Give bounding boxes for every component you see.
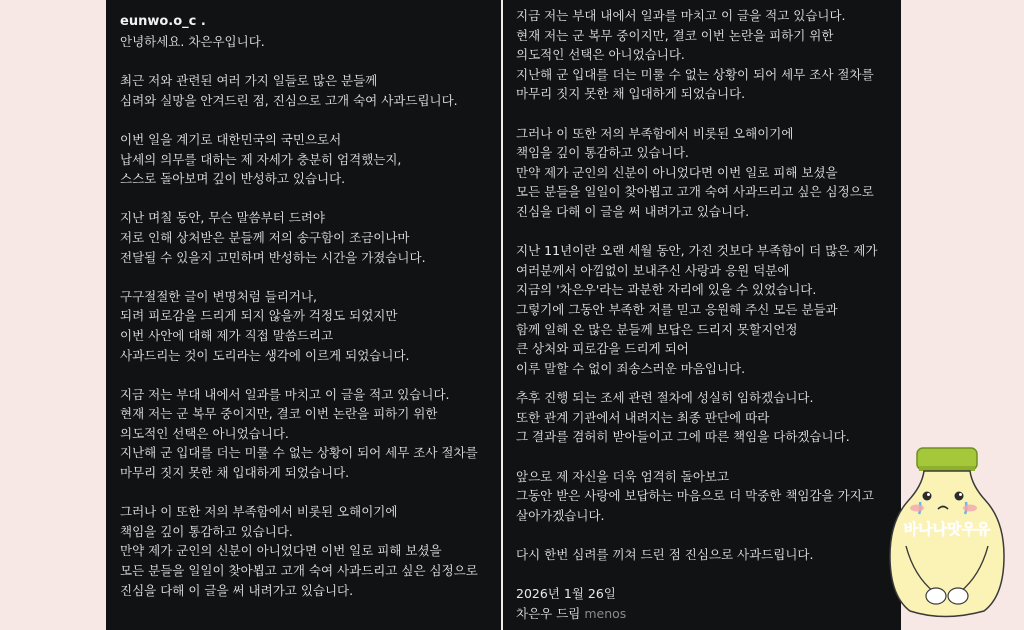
text-line: 이번 사안에 대해 제가 직접 말씀드리고 [120, 327, 334, 343]
paragraph [516, 124, 901, 222]
text-line: 지금의 '차은우'라는 과분한 자리에 있을 수 있었습니다. [516, 282, 817, 298]
blush-left [910, 505, 924, 512]
text-line: 안녕하세요. 차은우입니다. [120, 34, 265, 49]
paragraph [120, 385, 501, 483]
text-line: 살아가겠습니다. [516, 507, 605, 523]
mascot-eye-right [955, 492, 964, 501]
text-line: 저로 인해 상처받은 분들께 저의 송구함이 조금이나마 [120, 229, 410, 245]
text-line: 만약 제가 군인의 신분이 아니었다면 이번 일로 피해 보셨을 [516, 164, 838, 180]
text-line: 사과드리는 것이 도리라는 생각에 이르게 되었습니다. [120, 347, 410, 363]
text-line: 책임을 깊이 통감하고 있습니다. [120, 523, 293, 539]
text-line: 그 결과를 겸허히 받아들이고 그에 따른 책임을 다하겠습니다. [516, 429, 850, 445]
text-line: 지난 며칠 동안, 무슨 말씀부터 드려야 [120, 210, 325, 226]
text-line: 책임을 깊이 통감하고 있습니다. [516, 145, 689, 161]
mascot-label: 바나나맛우유 [903, 520, 991, 538]
text-line: 의도적인 선택은 아니었습니다. [120, 425, 289, 441]
text-line: 그러나 이 또한 저의 부족함에서 비롯된 오해이기에 [516, 125, 794, 141]
left-post-panel [106, 0, 501, 630]
right-post-panel [503, 0, 901, 630]
text-line: 모든 분들을 일일이 찾아뵙고 고개 숙여 사과드리고 싶은 심정으로 [516, 184, 874, 200]
text-line: 그동안 받은 사랑에 보답하는 마음으로 더 막중한 책임감을 가지고 [516, 488, 874, 504]
paragraph [516, 241, 901, 378]
paragraph [120, 71, 501, 110]
paragraph [516, 388, 901, 447]
text-line: 다시 한번 심려를 끼쳐 드린 점 진심으로 사과드립니다. [516, 547, 814, 563]
paragraph [516, 6, 901, 104]
text-line: 진심을 다해 이 글을 써 내려가고 있습니다. [516, 203, 750, 219]
text-line: 되려 피로감을 드리게 되지 않을까 걱정도 되었지만 [120, 308, 398, 324]
text-line: 그러나 이 또한 저의 부족함에서 비롯된 오해이기에 [120, 504, 398, 520]
text-line: 추후 진행 되는 조세 관련 절차에 성실히 임하겠습니다. [516, 390, 814, 406]
text-line: 지난해 군 입대를 더는 미룰 수 없는 상황이 되어 세무 조사 절차를 [516, 66, 874, 82]
paragraph [516, 545, 901, 565]
text-line: 의도적인 선택은 아니었습니다. [516, 47, 685, 63]
mascot-bottle [890, 471, 1004, 617]
text-line: 여러분께서 아낌없이 보내주신 사랑과 응원 덕분에 [516, 262, 790, 278]
text-line: 지난해 군 입대를 더는 미룰 수 없는 상황이 되어 세무 조사 절차를 [120, 445, 478, 461]
mascot-eye-left [923, 492, 932, 501]
paragraph [516, 467, 901, 526]
text-line: 함께 일해 온 많은 분들께 보답은 드리지 못할지언정 [516, 321, 798, 337]
text-line: 이루 말할 수 없이 죄송스러운 마음입니다. [516, 360, 746, 376]
right-post-body [516, 6, 901, 565]
text-line: 지금 저는 부대 내에서 일과를 마치고 이 글을 적고 있습니다. [516, 8, 846, 23]
text-line: 이번 일을 계기로 대한민국의 국민으로서 [120, 131, 342, 147]
text-line: 스스로 돌아보며 깊이 반성하고 있습니다. [120, 171, 346, 187]
watermark-text: menos [584, 605, 627, 621]
text-line: 진심을 다해 이 글을 써 내려가고 있습니다. [120, 582, 354, 598]
paragraph [120, 32, 501, 52]
signature: 차은우 드림 [516, 605, 581, 621]
mascot-eye-shine-left [927, 493, 930, 496]
text-line: 마무리 짓지 못한 채 입대하게 되었습니다. [120, 465, 350, 481]
text-line: 앞으로 제 자신을 더욱 엄격히 돌아보고 [516, 468, 730, 484]
text-line: 납세의 의무를 대하는 제 자세가 충분히 엄격했는지, [120, 151, 402, 167]
author-username[interactable]: eunwo.o_c . [120, 14, 206, 29]
blush-right [963, 505, 977, 512]
text-line: 지금 저는 부대 내에서 일과를 마치고 이 글을 적고 있습니다. [120, 386, 450, 402]
text-line: 전달될 수 있을지 고민하며 반성하는 시간을 가졌습니다. [120, 249, 426, 265]
mascot-hand-right [948, 588, 968, 604]
paragraph [120, 130, 501, 189]
text-line: 지난 11년이란 오랜 세월 동안, 가진 것보다 부족함이 더 많은 제가 [516, 243, 878, 259]
text-line: 구구절절한 글이 변명처럼 들리거나, [120, 288, 318, 304]
text-line: 만약 제가 군인의 신분이 아니었다면 이번 일로 피해 보셨을 [120, 543, 442, 559]
text-line: 그렇기에 그동안 부족한 저를 믿고 응원해 주신 모든 분들과 [516, 301, 838, 317]
text-line: 큰 상처와 피로감을 드리게 되어 [516, 341, 689, 357]
text-line: 모든 분들을 일일이 찾아뵙고 고개 숙여 사과드리고 싶은 심정으로 [120, 563, 478, 579]
banana-milk-mascot [884, 446, 1010, 622]
text-line: 최근 저와 관련된 여러 가지 일들로 많은 분들께 [120, 73, 378, 89]
text-line: 심려와 실망을 안겨드린 점, 진심으로 고개 숙여 사과드립니다. [120, 92, 458, 108]
text-line: 현재 저는 군 복무 중이지만, 결코 이번 논란을 피하기 위한 [120, 406, 438, 422]
mascot-eye-shine-right [959, 493, 962, 496]
signoff [516, 584, 901, 623]
text-line: 마무리 짓지 못한 채 입대하게 되었습니다. [516, 86, 746, 102]
text-line: 현재 저는 군 복무 중이지만, 결코 이번 논란을 피하기 위한 [516, 27, 834, 43]
mascot-hand-left [926, 588, 946, 604]
paragraph [120, 287, 501, 365]
paragraph [120, 208, 501, 267]
paragraph [120, 502, 501, 600]
left-post-body [120, 32, 501, 600]
text-line: 또한 관계 기관에서 내려지는 최종 판단에 따라 [516, 409, 770, 425]
post-date: 2026년 1월 26일 [516, 586, 616, 602]
